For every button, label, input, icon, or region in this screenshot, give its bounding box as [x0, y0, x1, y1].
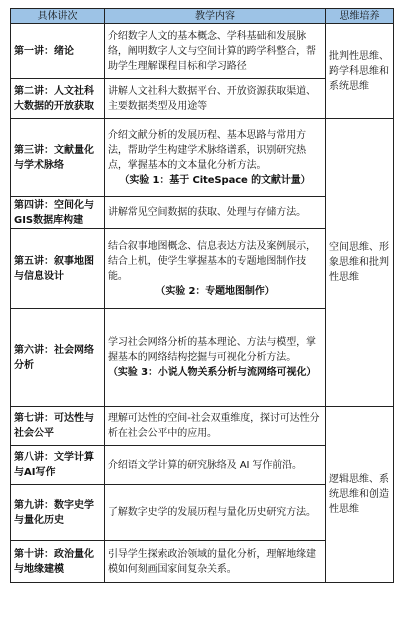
- header-lecture: 具体讲次: [11, 9, 105, 24]
- lecture-cell: 第十讲：政治量化与地缘建模: [11, 541, 105, 583]
- header-content: 教学内容: [105, 9, 326, 24]
- content-cell: 理解可达性的空间-社会双重维度，探讨可达性分析在社会公平中的应用。: [105, 407, 326, 446]
- content-cell: [105, 119, 326, 197]
- skill-cell: 批判性思维、跨学科思维和系统思维: [326, 24, 394, 119]
- lecture-cell: 第六讲：社会网络分析: [11, 309, 105, 407]
- header-skill: 思维培养: [326, 9, 394, 24]
- content-cell: 介绍语文学计算的研究脉络及 AI 写作前沿。: [105, 446, 326, 485]
- table-row: [11, 24, 394, 79]
- skill-cell: 空间思维、形象思维和批判性思维: [326, 119, 394, 407]
- skill-cell: 逻辑思维、系统思维和创造性思维: [326, 407, 394, 583]
- content-cell: 介绍数字人文的基本概念、学科基础和发展脉络，阐明数字人文与空间计算的跨学科整合，帮助学生理解课程目标和学习路径: [105, 24, 326, 79]
- experiment-label: （实验 1：基于 CiteSpace 的文献计量）: [119, 174, 311, 186]
- lecture-cell: 第七讲：可达性与社会公平: [11, 407, 105, 446]
- lecture-cell: 第五讲：叙事地图与信息设计: [11, 229, 105, 309]
- content-cell: 讲解人文社科大数据平台、开放资源获取渠道、主要数据类型及用途等: [105, 79, 326, 119]
- lecture-cell: 第一讲：绪论: [11, 24, 105, 79]
- content-cell: [105, 309, 326, 407]
- content-cell: 引导学生探索政治领域的量化分析，理解地缘建模如何刻画国家间复杂关系。: [105, 541, 326, 583]
- content-text: 介绍文献分析的发展历程、基本思路与常用方法，帮助学生构建学术脉络谱系，识别研究热点，掌握基本的文本量化分析方法。: [108, 129, 306, 171]
- table-row: [11, 407, 394, 446]
- lecture-cell: 第九讲：数字史学与量化历史: [11, 485, 105, 541]
- course-table: [10, 8, 394, 583]
- table-header-row: [11, 9, 394, 24]
- content-cell: 讲解常见空间数据的获取、处理与存储方法。: [105, 197, 326, 229]
- lecture-cell: 第二讲：人文社科大数据的开放获取: [11, 79, 105, 119]
- lecture-cell: 第四讲：空间化与GIS数据库构建: [11, 197, 105, 229]
- experiment-label: （实验 2：专题地图制作）: [155, 285, 275, 297]
- content-text: 学习社会网络分析的基本理论、方法与模型，掌握基本的网络结构挖掘与可视化分析方法。: [108, 337, 316, 363]
- lecture-cell: 第三讲：文献量化与学术脉络: [11, 119, 105, 197]
- experiment-label: （实验 3：小说人物关系分析与流网络可视化）: [108, 367, 317, 378]
- content-cell: [105, 229, 326, 309]
- content-cell: 了解数字史学的发展历程与量化历史研究方法。: [105, 485, 326, 541]
- content-text: 结合叙事地图概念、信息表达方法及案例展示，结合上机，使学生掌握基本的专题地图制作技能。: [108, 240, 316, 282]
- lecture-cell: 第八讲：文学计算与AI写作: [11, 446, 105, 485]
- table-row: [11, 119, 394, 197]
